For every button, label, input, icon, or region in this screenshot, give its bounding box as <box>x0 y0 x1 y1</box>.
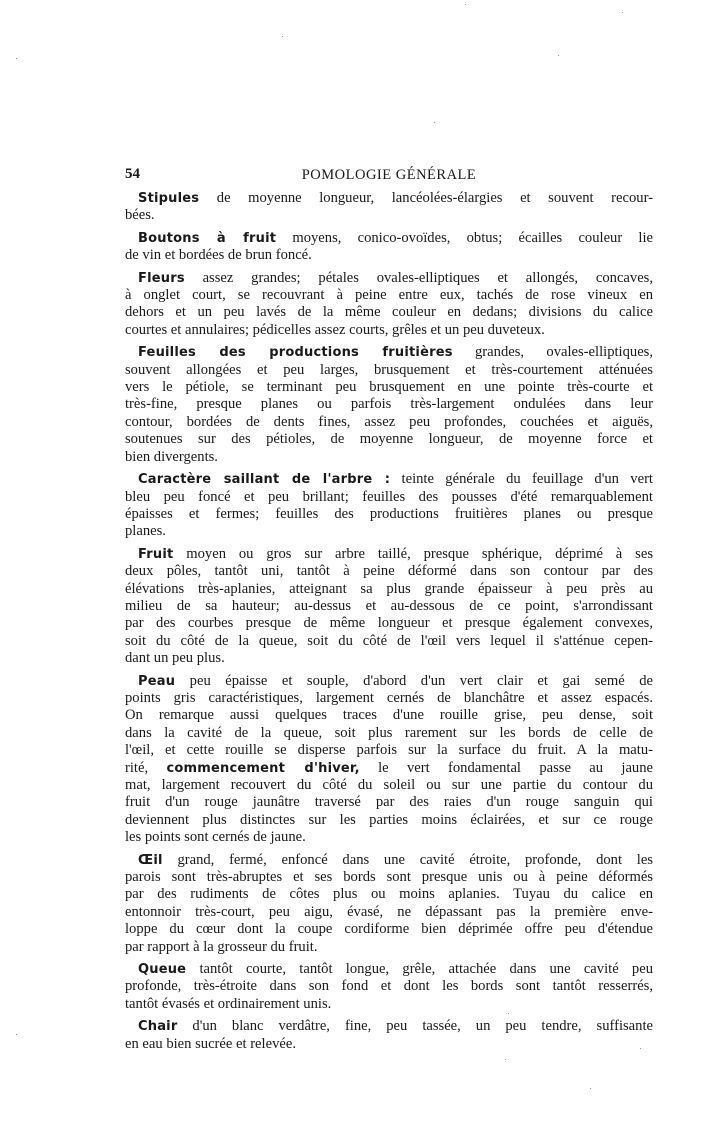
scan-speck <box>505 1059 506 1060</box>
paragraph-peau: Peau peu épaisse et souple, d'abord d'un vert clair et gai semé de points gris caractéristiques, largement cernés de blanchâtre et assez espacés. On remarque aussi quelques traces d'une rouille grise, peu dense, soit dans la cavité de la queue, soit plus rarement sur les bords de celle de l'œil, et cette rouille se disperse parfois sur la surface du fruit. A la matu- rité, commencement d'hiver, le vert fondamental passe au jaune mat, largement recouvert du côté du soleil ou sur une partie du contour du fruit d'un rouge jaunâtre traversé par des raies d'un rouge sanguin qui deviennent plus distinctes sur les parties moins éclairées, et sur ce rouge les points sont cernés de jaune. <box>125 672 654 846</box>
term-feuilles: Feuilles des productions fruitières <box>138 345 453 361</box>
paragraph-fleurs: Fleurs assez grandes; pétales ovales-elliptiques et allongés, concaves, à onglet court, se recouvrant à peine entre eux, tachés de rose vineux en dehors et un peu lavés de la même couleur en dedans; divisions du calice courtes et annulaires; pédicelles assez courts, grêles et un peu duveteux. <box>125 269 653 338</box>
paragraph-caractere-saillant: Caractère saillant de l'arbre : teinte générale du feuillage d'un vert bleu peu foncé et peu brillant; feuilles des pousses d'été remarquablement épaisses et fermes; feuilles des productions fruitières planes ou presque planes. <box>125 471 653 540</box>
scan-speck <box>508 1013 509 1014</box>
paragraph-stipules: Stipules de moyenne longueur, lancéolées-élargies et souvent recour- bées. <box>125 190 653 224</box>
running-head <box>125 166 653 188</box>
term-boutons-a-fruit: Boutons à fruit <box>138 230 277 246</box>
scan-speck <box>282 36 283 37</box>
term-oeil: Œil <box>138 852 163 868</box>
paragraph-oeil: Œil grand, fermé, enfoncé dans une cavité étroite, profonde, dont les parois sont très-abruptes et ses bords sont presque unis ou à peine déformés par des rudiments de côtes plus ou moins aplanies. Tuyau du calice en entonnoir très-court, peu aigu, évasé, ne dépassant pas la première enve- loppe du cœur dont la coupe cordiforme bien déprimée offre peu d'étendue par rapport à la grosseur du fruit. <box>125 851 653 955</box>
scan-speck <box>590 1088 591 1089</box>
running-title: POMOLOGIE GÉNÉRALE <box>301 167 477 183</box>
scan-speck <box>622 12 623 13</box>
term-chair: Chair <box>138 1019 178 1035</box>
scan-speck <box>640 1048 641 1049</box>
term-peau: Peau <box>138 673 176 689</box>
scan-speck <box>434 122 435 123</box>
term-stipules: Stipules <box>138 191 200 206</box>
paragraph-chair: Chair d'un blanc verdâtre, fine, peu tassée, un peu tendre, suffisante en eau bien sucrée et relevée. <box>125 1018 653 1052</box>
term-caractere-saillant: Caractère saillant de l'arbre : <box>138 472 391 488</box>
paragraph-fruit: Fruit moyen ou gros sur arbre taillé, presque sphérique, déprimé à ses deux pôles, tantôt uni, tantôt à peine déformé dans son contour par des élévations très-aplanies, atteignant sa plus grande épaisseur à peu près au milieu de sa hauteur; au-dessus et au-dessous de ce point, s'arrondissant par des courbes presque de même longueur et presque également convexes, soit du côté de la queue, soit du côté de l'œil vers lequel il s'atténue cepen- dant un peu plus. <box>125 545 653 667</box>
scan-speck <box>558 55 559 56</box>
scan-speck <box>16 1034 17 1035</box>
term-fruit: Fruit <box>138 546 174 562</box>
page-number: 54 <box>125 166 140 182</box>
scan-speck <box>465 4 466 5</box>
paragraph-queue: Queue tantôt courte, tantôt longue, grêle, attachée dans une cavité peu profonde, très-étroite dans son fond et dont les bords sont tantôt resserrés, tantôt évasés et ordinairement unis. <box>125 961 653 1012</box>
scan-speck <box>16 58 17 59</box>
book-page <box>125 166 653 1058</box>
paragraph-boutons-a-fruit: Boutons à fruit moyens, conico-ovoïdes, obtus; écailles couleur lie de vin et bordées de brun foncé. <box>125 229 653 264</box>
term-queue: Queue <box>138 962 187 978</box>
paragraph-feuilles: Feuilles des productions fruitières grandes, ovales-elliptiques, souvent allongées et peu larges, brusquement et très-courtement atténuées vers le pétiole, se terminant peu brusquement en une pointe très-courte et très-fine, presque planes ou parfois très-largement ondulées dans leur contour, bordées de dents fines, assez peu profondes, couchées et aiguës, soutenues sur des pétioles, de moyenne longueur, de moyenne force et bien divergents. <box>125 344 653 465</box>
term-commencement-hiver: commencement d'hiver, <box>166 760 360 776</box>
term-fleurs: Fleurs <box>138 270 185 286</box>
